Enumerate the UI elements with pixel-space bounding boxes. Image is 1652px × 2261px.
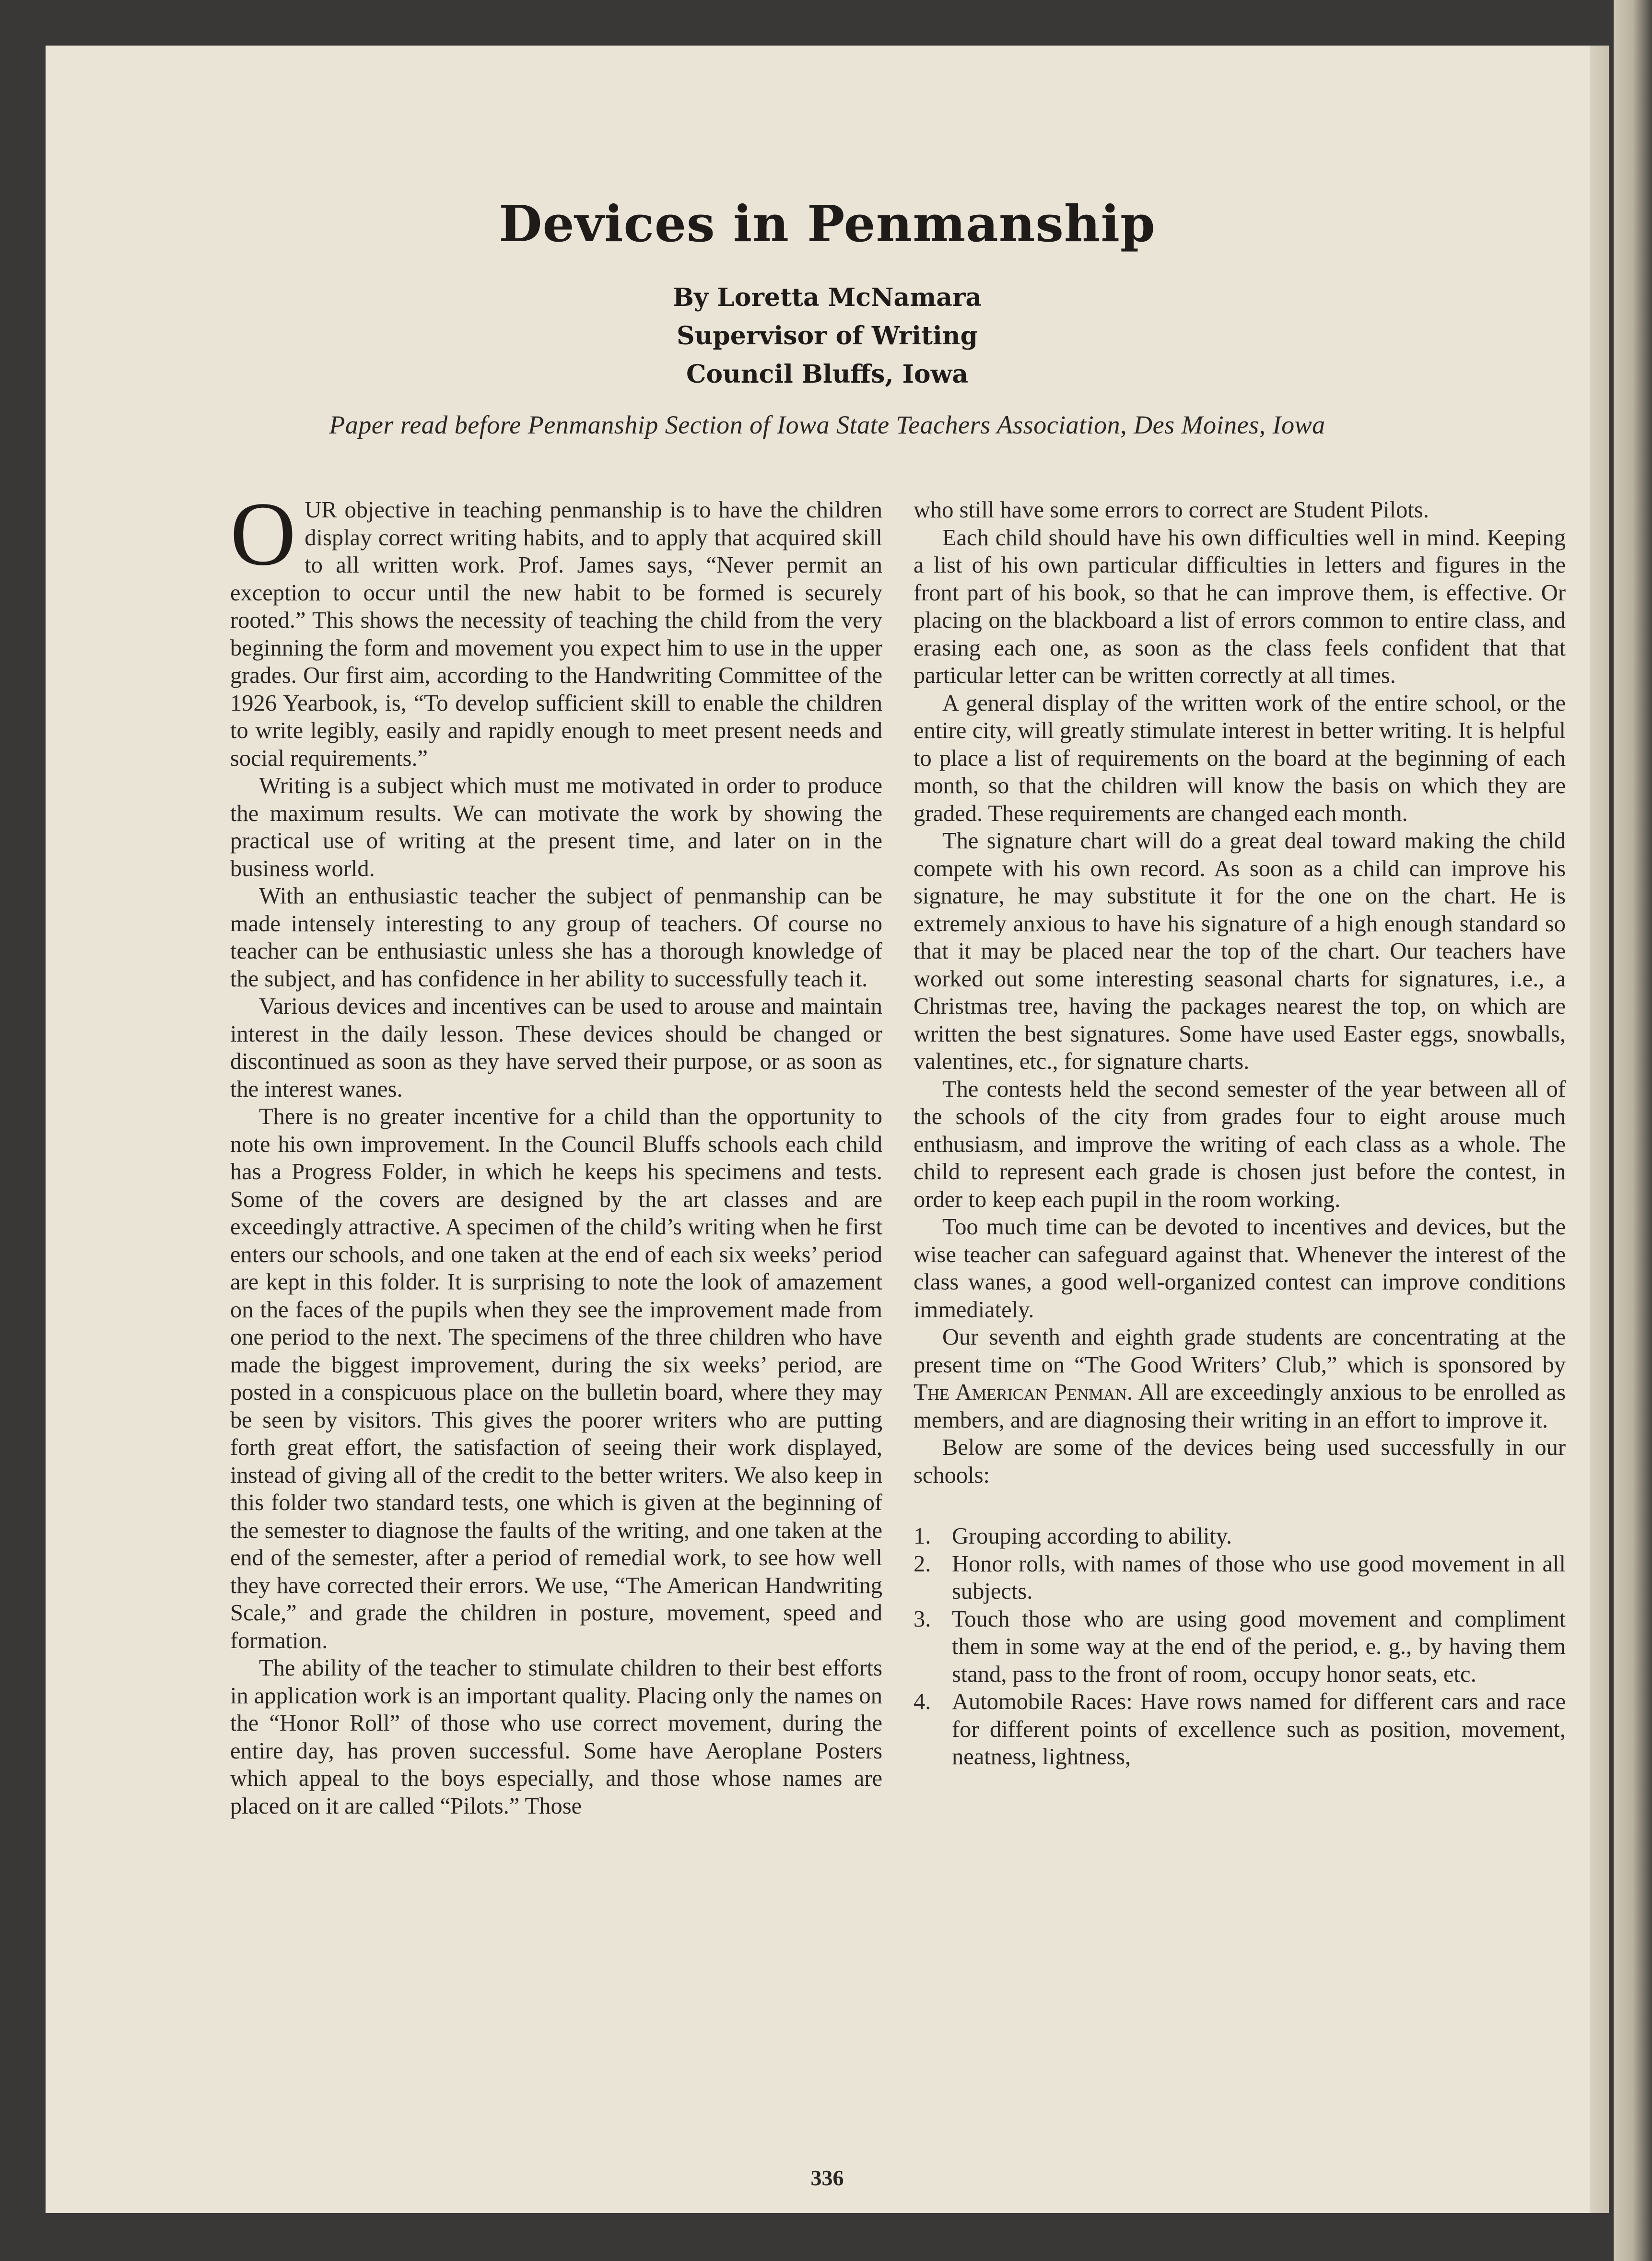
list-text: Honor rolls, with names of those who use good movement in all subjects. [952, 1551, 1566, 1604]
article-title: Devices in Penmanship [499, 194, 1156, 253]
list-text: Grouping according to ability. [952, 1523, 1232, 1549]
devices-list [914, 1523, 1566, 1771]
list-item [914, 1688, 1566, 1771]
author-location: Council Bluffs, Iowa [686, 360, 969, 389]
left-column [230, 484, 882, 1820]
paragraph: Various devices and incentives can be used to arouse and maintain interest in the daily lesson. These devices should be changed or discontinued as soon as they have served their purpose, or as soon as the interest wanes. [230, 994, 882, 1102]
page-number: 336 [810, 2166, 844, 2190]
list-text: Touch those who are using good movement and compliment them in some way at the end of the period, e. g., by having them stand, pass to the front of room, occupy honor seats, etc. [952, 1606, 1566, 1687]
magazine-name: The American Penman. [914, 1380, 1133, 1405]
list-number: 2. [914, 1551, 931, 1577]
list-item [914, 1605, 1566, 1688]
author-line: By Loretta McNamara [672, 283, 982, 312]
paragraph: There is no greater incentive for a child than the opportunity to note his own improvement. In the Council Bluffs schools each child has a Progress Folder, in which he keeps his specimens and tests. Some of the covers are designed by the art classes and are exceedingly attractive. A specimen of the child’s writing when he first enters our schools, and one taken at the end of each six weeks’ period are kept in this folder. It is surprising to note the look of amazement on the faces of the pupils when they see the improvement made from one period to the next. The specimens of the three children who have made the biggest improvement, during the six weeks’ period, are posted in a conspicuous place on the bulletin board, where they may be seen by visitors. This gives the poorer writers who are putting forth great effort, the satisfaction of seeing their work displayed, instead of giving all of the credit to the better writers. We also keep in this folder two standard tests, one which is given at the beginning of the semester to diagnose the faults of the writing, and one taken at the end of the semester, after a period of remedial work, to see how well they have corrected their errors. We use, “The American Handwriting Scale,” and grade the children in posture, movement, speed and formation. [230, 1104, 882, 1653]
paragraph: The ability of the teacher to stimulate children to their best efforts in application work is an important quality. Placing only the names on the “Honor Roll” of those who use correct movement, during the entire day, has proven successful. Some have Aeroplane Posters which appeal to the boys especially, and those whose names are placed on it are called “Pilots.” Those [230, 1655, 882, 1819]
paragraph [230, 484, 882, 772]
paragraph: who still have some errors to correct are Student Pilots. [914, 497, 1429, 523]
paragraph: Writing is a subject which must me motivated in order to produce the maximum results. We can motivate the work by showing the practical use of writing at the present time, and later on in the business world. [230, 773, 882, 881]
list-text: Automobile Races: Have rows named for different cars and race for different points of excellence such as position, movement, neatness, lightness, [952, 1689, 1566, 1769]
paragraph: A general display of the written work of the entire school, or the entire city, will greatly stimulate interest in better writing. It is helpful to place a list of requirements on the board at the beginning of each month, so that the children will know the basis on which they are graded. These requirements are changed each month. [914, 690, 1566, 826]
paragraph-text: UR objective in teaching penmanship is to have the children display correct writing habits, and to apply that acquired skill to all written work. Prof. James says, “Never permit an exception to occur until the new habit to be formed is securely rooted.” This shows the necessity of teaching the child from the very beginning the form and movement you expect him to use in the upper grades. Our first aim, according to the Handwriting Committee of the 1926 Yearbook, is, “To develop sufficient skill to enable the children to write legibly, easily and rapidly enough to meet present needs and social requirements.” [230, 497, 882, 771]
paragraph-text: Our seventh and eighth grade students are concentrating at the present time on “The Good Writers’ Club,” which is sponsored by [914, 1324, 1566, 1378]
right-column [914, 496, 1566, 1771]
list-number: 3. [914, 1606, 931, 1632]
drop-cap: O [230, 484, 296, 585]
occasion-note: Paper read before Penmanship Section of Iowa State Teachers Association, Des Moines, Iowa [329, 410, 1325, 439]
list-item [914, 1523, 1566, 1550]
author-position: Supervisor of Writing [677, 321, 978, 351]
paragraph: With an enthusiastic teacher the subject of penmanship can be made intensely interesting to any group of teachers. Of course no teacher can be enthusiastic unless she has a thorough knowledge of the subject, and has confidence in her ability to successfully teach it. [230, 883, 882, 992]
magazine-page [46, 46, 1609, 2213]
paragraph [914, 1324, 1566, 1434]
paragraph: Below are some of the devices being used successfully in our schools: [914, 1435, 1566, 1488]
binding-edge [1614, 0, 1652, 2261]
list-number: 4. [914, 1689, 931, 1714]
paragraph: The signature chart will do a great deal toward making the child compete with his own record. As soon as a child can improve his signature, he may substitute it for the one on the chart. He is extremely anxious to have his signature of a high enough standard so that it may be placed near the top of the chart. Our teachers have worked out some interesting seasonal charts for signatures, i.e., a Christmas tree, having the packages nearest the top, on which are written the best signatures. Some have used Easter eggs, snowballs, valentines, etc., for signature charts. [914, 828, 1566, 1074]
list-item [914, 1550, 1566, 1605]
paragraph: Each child should have his own difficulties well in mind. Keeping a list of his own particular difficulties in letters and figures in the front part of his book, so that he can improve them, is effective. Or placing on the blackboard a list of errors common to entire class, and erasing each one, as soon as the class feels confident that that particular letter can be written correctly at all times. [914, 525, 1566, 688]
paragraph: Too much time can be devoted to incentives and devices, but the wise teacher can safeguard against that. Whenever the interest of the class wanes, a good well-organized contest can improve conditions immediately. [914, 1214, 1566, 1323]
list-number: 1. [914, 1523, 931, 1549]
paragraph-text: All are exceedingly anxious to be enrolled as members, and are diagnosing their writing in an effort to improve it. [914, 1380, 1566, 1433]
paragraph: The contests held the second semester of the year between all of the schools of the city from grades four to eight arouse much enthusiasm, and improve the writing of each class as a whole. The child to represent each grade is chosen just before the contest, in order to keep each pupil in the room working. [914, 1076, 1566, 1212]
